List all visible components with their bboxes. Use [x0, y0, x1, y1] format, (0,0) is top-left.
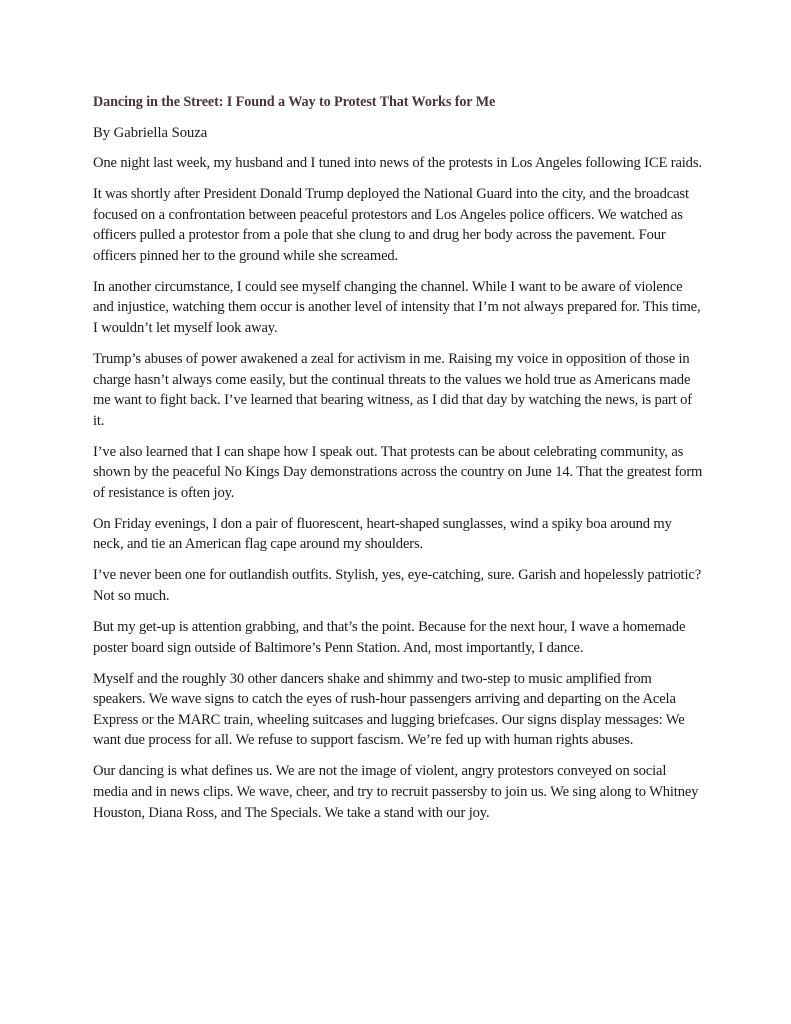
paragraph: On Friday evenings, I don a pair of fluorescent, heart-shaped sunglasses, wind a spiky boa around my neck, and tie an American flag cape around my shoulders.: [93, 515, 672, 553]
article-title: Dancing in the Street: I Found a Way to Protest That Works for Me: [93, 94, 496, 110]
paragraph: One night last week, my husband and I tuned into news of the protests in Los Angeles following ICE raids.: [93, 155, 702, 171]
article-body: [93, 153, 703, 823]
article-byline: By Gabriella Souza: [93, 125, 208, 141]
paragraph: Myself and the roughly 30 other dancers shake and shimmy and two-step to music amplified from speakers. We wave signs to catch the eyes of rush-hour passengers arriving and departing on the Acela Express or the MARC train, wheeling suitcases and lugging briefcases. Our signs display messages: We want due process for all. We refuse to support fascism. We’re fed up with human rights abuses.: [93, 670, 685, 749]
paragraph: But my get-up is attention grabbing, and that’s the point. Because for the next hour, I wave a homemade poster board sign outside of Baltimore’s Penn Station. And, most importantly, I dance.: [93, 619, 686, 656]
paragraph: Trump’s abuses of power awakened a zeal for activism in me. Raising my voice in opposition of those in charge hasn’t always come easily, but the continual threats to the values we hold true as Americans made me want to fight back. I’ve learned that bearing witness, as I did that day by watching the news, is part of it.: [93, 350, 692, 429]
paragraph: In another circumstance, I could see myself changing the channel. While I want to be aware of violence and injustice, watching them occur is another level of intensity that I’m not always prepared for. This time, I wouldn’t let myself look away.: [93, 278, 701, 336]
paragraph: It was shortly after President Donald Trump deployed the National Guard into the city, and the broadcast focused on a confrontation between peaceful protestors and Los Angeles police officers. We watched as officers pulled a protestor from a pole that she clung to and drug her body across the pavement. Four officers pinned her to the ground while she screamed.: [93, 185, 689, 264]
paragraph: Our dancing is what defines us. We are not the image of violent, angry protestors conveyed on social media and in news clips. We wave, cheer, and try to recruit passersby to join us. We sing along to Whitney Houston, Diana Ross, and The Specials. We take a stand with our joy.: [93, 763, 699, 821]
paragraph: I’ve never been one for outlandish outfits. Stylish, yes, eye-catching, sure. Garish and hopelessly patriotic? Not so much.: [93, 567, 702, 605]
paragraph: I’ve also learned that I can shape how I speak out. That protests can be about celebrating community, as shown by the peaceful No Kings Day demonstrations across the country on June 14. That the greatest form of resistance is often joy.: [93, 443, 703, 501]
document-page: [93, 93, 703, 834]
